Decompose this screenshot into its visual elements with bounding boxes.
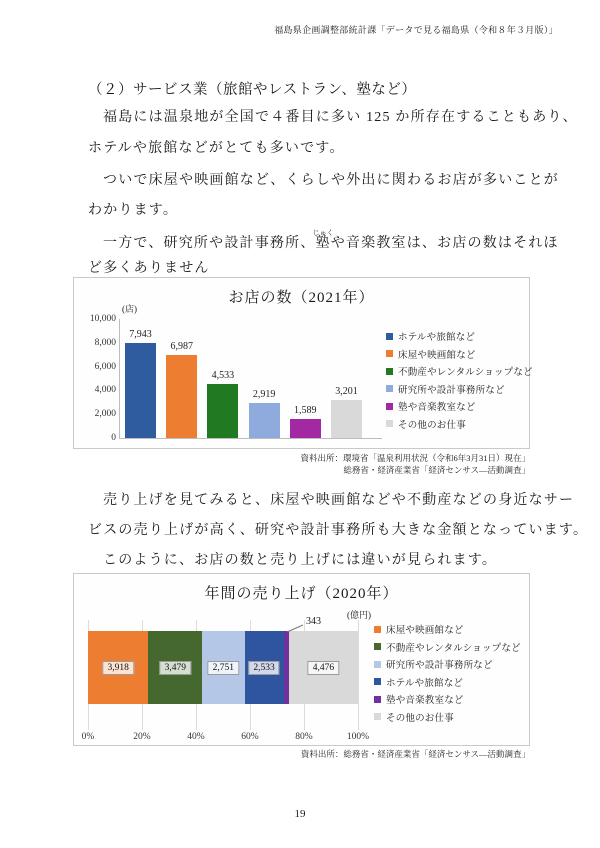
- legend-marker-icon: [374, 626, 381, 633]
- y-axis-tick: 4,000: [94, 385, 116, 396]
- bar-value-label: 1,589: [294, 405, 317, 417]
- sales-chart: [73, 573, 530, 746]
- bar-value-label: 3,201: [335, 385, 358, 397]
- ruby-juku: [312, 229, 334, 251]
- legend-marker-icon: [386, 385, 393, 392]
- legend-label: 床屋や映画館など: [386, 626, 464, 636]
- legend-entry: [386, 383, 533, 395]
- legend-marker-icon: [374, 661, 381, 668]
- para3-pre: 一方で、研究所や設計事務所、: [103, 236, 316, 251]
- legend-entry: [374, 693, 521, 705]
- legend-marker-icon: [374, 713, 381, 720]
- legend-marker-icon: [374, 643, 381, 650]
- bar-value-label: 6,987: [170, 340, 193, 352]
- segment-value-label: 4,476: [308, 661, 339, 675]
- bar-4: [249, 403, 280, 438]
- paragraph-line: ついで床屋や映画館など、くらしや外出に関わるお店が多いことが: [103, 173, 559, 188]
- legend-marker-icon: [386, 420, 393, 427]
- sales-chart-legend: [374, 623, 521, 728]
- callout-line: [74, 574, 374, 644]
- shops-chart: [73, 277, 533, 449]
- legend-label: 不動産やレンタルショップなど: [398, 368, 533, 378]
- legend-marker-icon: [386, 368, 393, 375]
- x-axis-tick: 40%: [187, 732, 205, 742]
- legend-entry: [386, 400, 533, 412]
- legend-entry: [374, 711, 521, 723]
- para3-ruby-base: 塾: [312, 236, 334, 251]
- y-axis-tick: 0: [111, 433, 116, 443]
- legend-label: 研究所や設計事務所など: [386, 661, 493, 671]
- shops-chart-title: お店の数（2021年）: [228, 290, 375, 306]
- x-axis-tick: 80%: [295, 732, 313, 742]
- legend-label: 研究所や設計事務所など: [398, 385, 505, 396]
- y-axis-tick: 2,000: [94, 409, 116, 420]
- paragraph-line: 福島には温泉地が全国で４番目に多い 125 か所存在することもあり、: [103, 110, 578, 125]
- page-number: 19: [294, 808, 306, 820]
- paragraph-line: 売り上げを見てみると、床屋や映画館などや不動産などの身近なサー: [103, 493, 575, 508]
- segment-value-label: 3,918: [103, 661, 134, 675]
- para3-ruby-text: じゅく: [312, 229, 334, 237]
- para3-post: や音楽教室は、お店の数はそれほ: [330, 236, 559, 251]
- section-heading: （２）サービス業（旅館やレストラン、塾など）: [88, 82, 417, 98]
- bar-5: [290, 419, 321, 438]
- source-line: 資料出所：環境省「温泉利用状況（令和6年3月31日）現在」: [300, 453, 530, 463]
- legend-label: 塾や音楽教室など: [398, 403, 476, 413]
- bar-6: [331, 400, 362, 438]
- legend-entry: [374, 641, 521, 653]
- paragraph-line: わかります。: [88, 203, 179, 218]
- legend-entry: [386, 348, 533, 360]
- legend-label: 塾や音楽教室など: [386, 696, 464, 706]
- shops-chart-yaxis: [76, 314, 116, 443]
- bar-2: [166, 355, 197, 438]
- paragraph-line: ど多くありません: [88, 261, 210, 276]
- sales-chart-unit: (億円): [347, 610, 371, 620]
- y-axis-tick: 8,000: [94, 337, 116, 348]
- legend-marker-icon: [386, 403, 393, 410]
- legend-marker-icon: [386, 333, 393, 340]
- sales-chart-title: 年間の売り上げ（2020年）: [204, 586, 399, 602]
- y-axis-tick: 6,000: [94, 361, 116, 372]
- y-axis-tick: 10,000: [89, 314, 116, 324]
- legend-label: 不動産やレンタルショップなど: [386, 643, 521, 654]
- shops-chart-plot: [119, 319, 382, 439]
- bar-1: [125, 343, 156, 438]
- sales-chart-source: 資料出所：総務省・経済産業省「経済センサス―活動調査」: [300, 749, 530, 759]
- legend-label: その他のお仕事: [386, 713, 454, 724]
- legend-marker-icon: [374, 678, 381, 685]
- segment-value-label: 2,751: [208, 661, 239, 675]
- segment-value-label: 2,533: [248, 661, 279, 675]
- legend-entry: [374, 658, 521, 670]
- segment-value-label: 3,479: [160, 661, 191, 675]
- legend-label: その他のお仕事: [398, 420, 466, 431]
- callout-value: 343: [306, 616, 321, 627]
- legend-entry: [386, 365, 533, 377]
- bar-3: [207, 384, 238, 438]
- paragraph-line: このように、お店の数と売り上げには違いが見られます。: [103, 553, 498, 568]
- x-axis-tick: 100%: [346, 732, 370, 742]
- legend-entry: [386, 330, 533, 342]
- shops-chart-source: [300, 452, 530, 476]
- paragraph-line: ホテルや旅館などがとても多いです。: [88, 141, 345, 156]
- legend-entry: [386, 418, 533, 430]
- bar-value-label: 2,919: [252, 389, 276, 401]
- shops-chart-legend: [386, 330, 533, 435]
- legend-label: 床屋や映画館など: [398, 350, 476, 361]
- legend-label: ホテルや旅館など: [386, 678, 464, 689]
- x-axis-tick: 0%: [81, 732, 95, 742]
- document-header: 福島県企画調整部統計課「データで見る福島県（令和８年３月版）」: [274, 25, 558, 35]
- legend-entry: [374, 676, 521, 688]
- x-axis-tick: 60%: [241, 732, 259, 742]
- legend-entry: [374, 623, 521, 635]
- paragraph-line-ruby: [103, 229, 559, 252]
- x-axis-tick: 20%: [133, 732, 151, 742]
- bar-value-label: 7,943: [129, 329, 152, 341]
- legend-label: ホテルや旅館など: [398, 333, 476, 343]
- bar-value-label: 4,533: [211, 370, 235, 382]
- paragraph-line: ビスの売り上げが高く、研究や設計事務所も大きな金額となっています。: [88, 523, 589, 538]
- legend-marker-icon: [374, 696, 381, 703]
- legend-marker-icon: [386, 350, 393, 357]
- source-line: 総務省・経済産業省「経済センサス―活動調査」: [343, 465, 530, 475]
- shops-chart-unit: (店): [122, 304, 137, 314]
